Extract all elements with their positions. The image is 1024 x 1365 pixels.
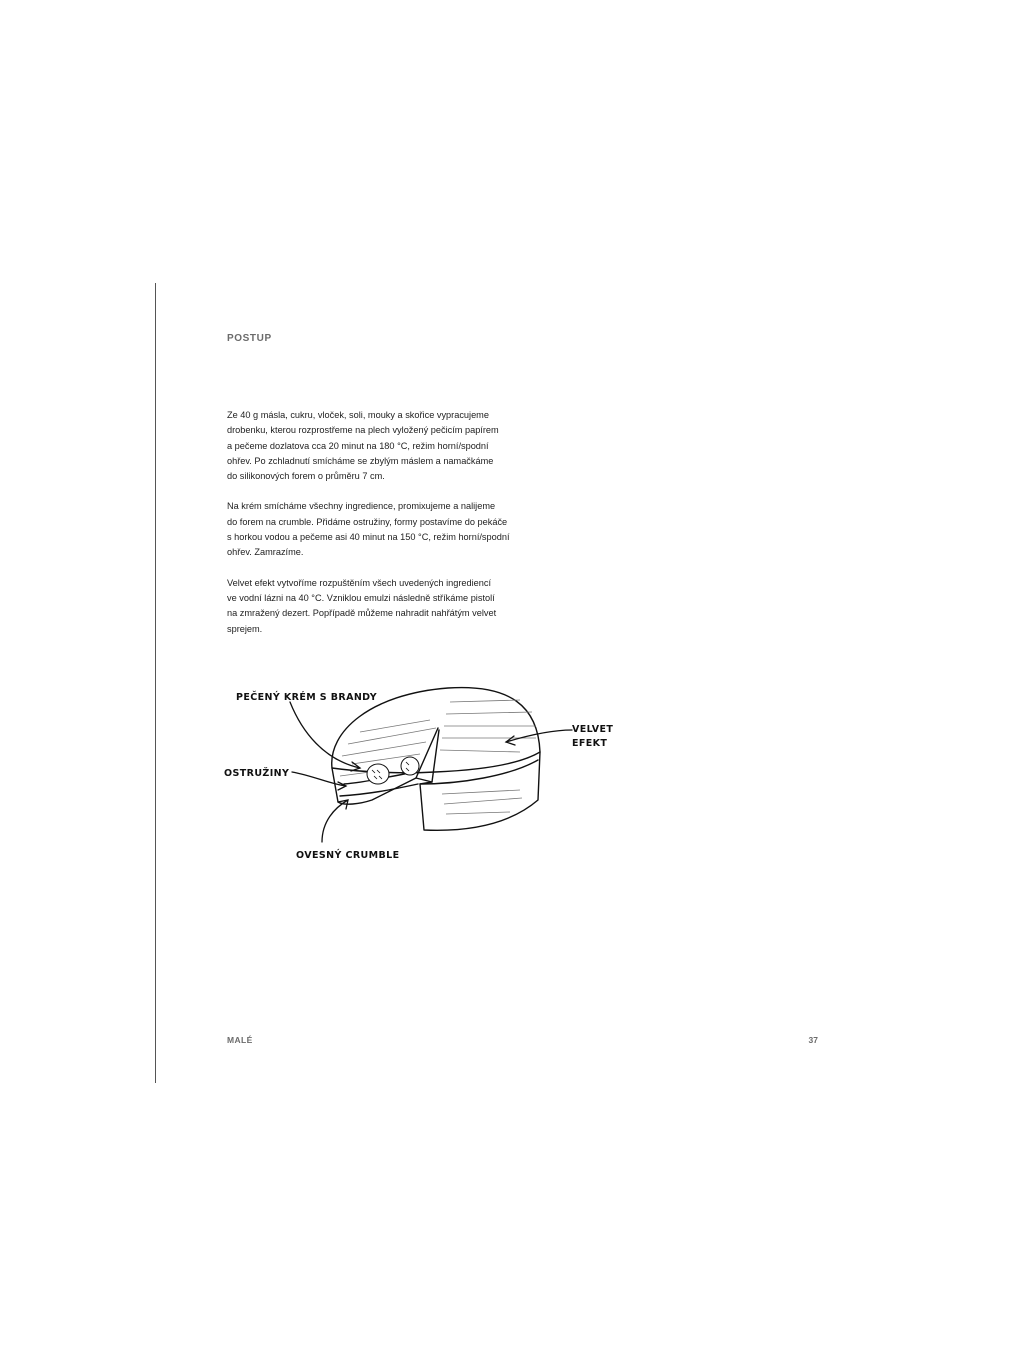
blackberry-1 (367, 764, 389, 784)
text-line: do forem na crumble. Přidáme ostružiny, formy postavíme do pekáče (227, 516, 508, 527)
arrow-crumble (322, 800, 348, 842)
margin-rule (155, 283, 156, 1083)
paragraph-velvet (227, 576, 527, 637)
text-line: na zmražený dezert. Popřípadě můžeme nahradit nahřátým velvet (227, 608, 497, 619)
text-line: s horkou vodou a pečeme asi 40 minut na 150 °C, režim horní/spodní (227, 532, 510, 543)
text-line: Velvet efekt vytvoříme rozpuštěním všech uvedených ingrediencí (227, 577, 492, 588)
text-line: Ze 40 g másla, cukru, vloček, soli, mouky a skořice vypracujeme (227, 410, 489, 420)
arrow-blackberries (292, 772, 346, 786)
label-blackberries: OSTRUŽINY (224, 768, 290, 779)
text-line: drobenku, kterou rozprostřeme na plech vyložený pečicím papírem (227, 425, 499, 436)
text-line: ohřev. Po zchladnutí smícháme se zbylým máslem a namačkáme (227, 455, 494, 466)
blackberry-2 (401, 757, 419, 775)
paragraph-crumble (227, 408, 527, 484)
dessert-sketch (220, 672, 620, 872)
method-text (227, 408, 527, 652)
text-line: ohřev. Zamrazíme. (227, 547, 304, 558)
wedge-cut-edge (416, 728, 439, 782)
paragraph-cream (227, 499, 527, 560)
text-line: sprejem. (227, 623, 263, 634)
arrow-baked-cream (290, 702, 360, 768)
section-heading: POSTUP (227, 333, 272, 344)
crumble-base-line (340, 784, 418, 796)
text-line: Na krém smícháme všechny ingredience, promixujeme a nalijeme (227, 501, 496, 512)
footer-section-name: MALÉ (227, 1035, 253, 1045)
label-crumble: OVESNÝ CRUMBLE (296, 850, 400, 861)
cake-side-right (420, 752, 540, 830)
text-line: do silikonových forem o průměru 7 cm. (227, 471, 385, 482)
dessert-illustration (220, 672, 620, 872)
page-number: 37 (808, 1035, 818, 1045)
text-line: a pečeme dozlatova cca 20 minut na 180 °C, režim horní/spodní (227, 440, 489, 451)
label-velvet-2: EFEKT (572, 738, 608, 749)
label-velvet-1: VELVET (572, 724, 614, 735)
text-line: ve vodní lázni na 40 °C. Vzniklou emulzi následně stříkáme pistolí (227, 592, 495, 603)
label-baked-cream: PEČENÝ KRÉM S BRANDY (236, 692, 378, 703)
